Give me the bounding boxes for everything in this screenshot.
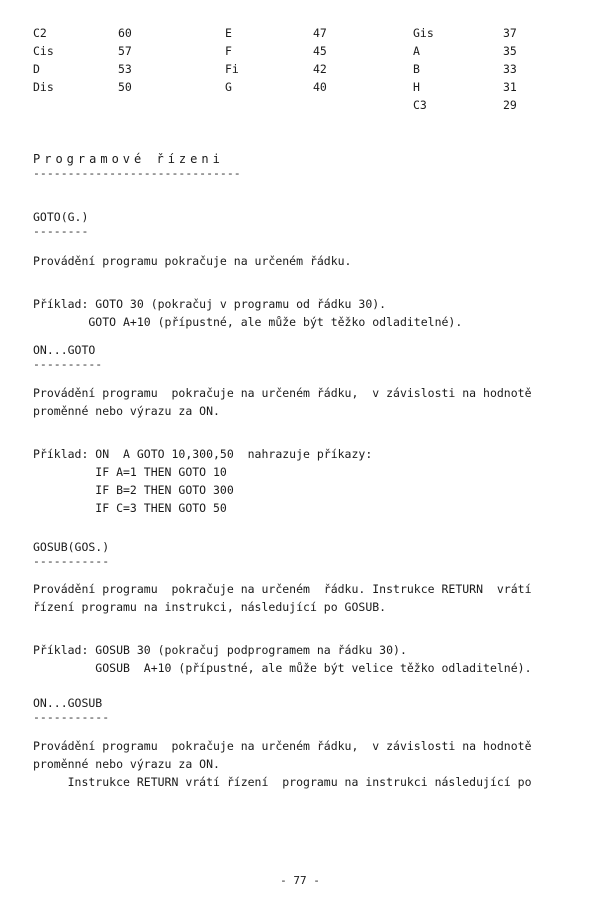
on-gosub-title: ON...GOSUB — [33, 696, 103, 710]
note-value: 57 — [118, 44, 132, 58]
gosub-description-line: řízení programu na instrukci, následující po GOSUB. — [33, 600, 387, 614]
on-goto-description-line: proměnné nebo výrazu za ON. — [33, 404, 220, 418]
note-value: 45 — [313, 44, 327, 58]
note-value: 47 — [313, 26, 327, 40]
on-goto-example-line: IF A=1 THEN GOTO 10 — [33, 465, 227, 479]
note-name: Gis — [413, 26, 434, 40]
note-value: 50 — [118, 80, 132, 94]
note-value: 29 — [503, 98, 517, 112]
note-name: Fi — [225, 62, 239, 76]
note-value: 60 — [118, 26, 132, 40]
goto-title: GOTO(G.) — [33, 210, 89, 224]
note-name: Cis — [33, 44, 54, 58]
notes-table — [0, 20, 600, 110]
on-goto-description-line: Provádění programu pokračuje na určeném řádku, v závislosti na hodnotě — [33, 386, 532, 400]
note-value: 31 — [503, 80, 517, 94]
goto-description: Provádění programu pokračuje na určeném řádku. — [33, 254, 352, 268]
gosub-example-line: GOSUB A+10 (přípustné, ale může být velice těžko odladitelné). — [33, 661, 532, 675]
on-goto-example-line: Příklad: ON A GOTO 10,300,50 nahrazuje příkazy: — [33, 447, 373, 461]
note-name: G — [225, 80, 232, 94]
note-name: E — [225, 26, 232, 40]
note-name: C2 — [33, 26, 47, 40]
note-value: 35 — [503, 44, 517, 58]
note-name: C3 — [413, 98, 427, 112]
note-value: 53 — [118, 62, 132, 76]
on-goto-example-line: IF B=2 THEN GOTO 300 — [33, 483, 234, 497]
on-gosub-description-line: Instrukce RETURN vrátí řízení programu na instrukci následující po — [33, 775, 532, 789]
note-value: 37 — [503, 26, 517, 40]
gosub-description-line: Provádění programu pokračuje na určeném řádku. Instrukce RETURN vrátí — [33, 582, 532, 596]
gosub-example-line: Příklad: GOSUB 30 (pokračuj podprogramem na řádku 30). — [33, 643, 407, 657]
note-name: H — [413, 80, 420, 94]
gosub-title: GOSUB(GOS.) — [33, 540, 110, 554]
note-name: Dis — [33, 80, 54, 94]
page-number: - 77 - — [280, 874, 320, 887]
note-name: F — [225, 44, 232, 58]
goto-example-line: GOTO A+10 (přípustné, ale může být těžko odladitelné). — [33, 315, 463, 329]
on-gosub-underline: ----------- — [33, 710, 110, 724]
note-value: 42 — [313, 62, 327, 76]
section-heading: Programové řízeni — [33, 152, 224, 166]
on-goto-title: ON...GOTO — [33, 343, 96, 357]
on-gosub-description-line: Provádění programu pokračuje na určeném řádku, v závislosti na hodnotě — [33, 739, 532, 753]
note-value: 40 — [313, 80, 327, 94]
on-goto-example-line: IF C=3 THEN GOTO 50 — [33, 501, 227, 515]
note-name: D — [33, 62, 40, 76]
goto-underline: -------- — [33, 224, 89, 238]
goto-example-line: Příklad: GOTO 30 (pokračuj v programu od řádku 30). — [33, 297, 387, 311]
note-name: B — [413, 62, 420, 76]
heading-underline: ------------------------------ — [33, 166, 241, 180]
note-name: A — [413, 44, 420, 58]
note-value: 33 — [503, 62, 517, 76]
on-gosub-description-line: proměnné nebo výrazu za ON. — [33, 757, 220, 771]
on-goto-underline: ---------- — [33, 357, 103, 371]
gosub-underline: ----------- — [33, 554, 110, 568]
